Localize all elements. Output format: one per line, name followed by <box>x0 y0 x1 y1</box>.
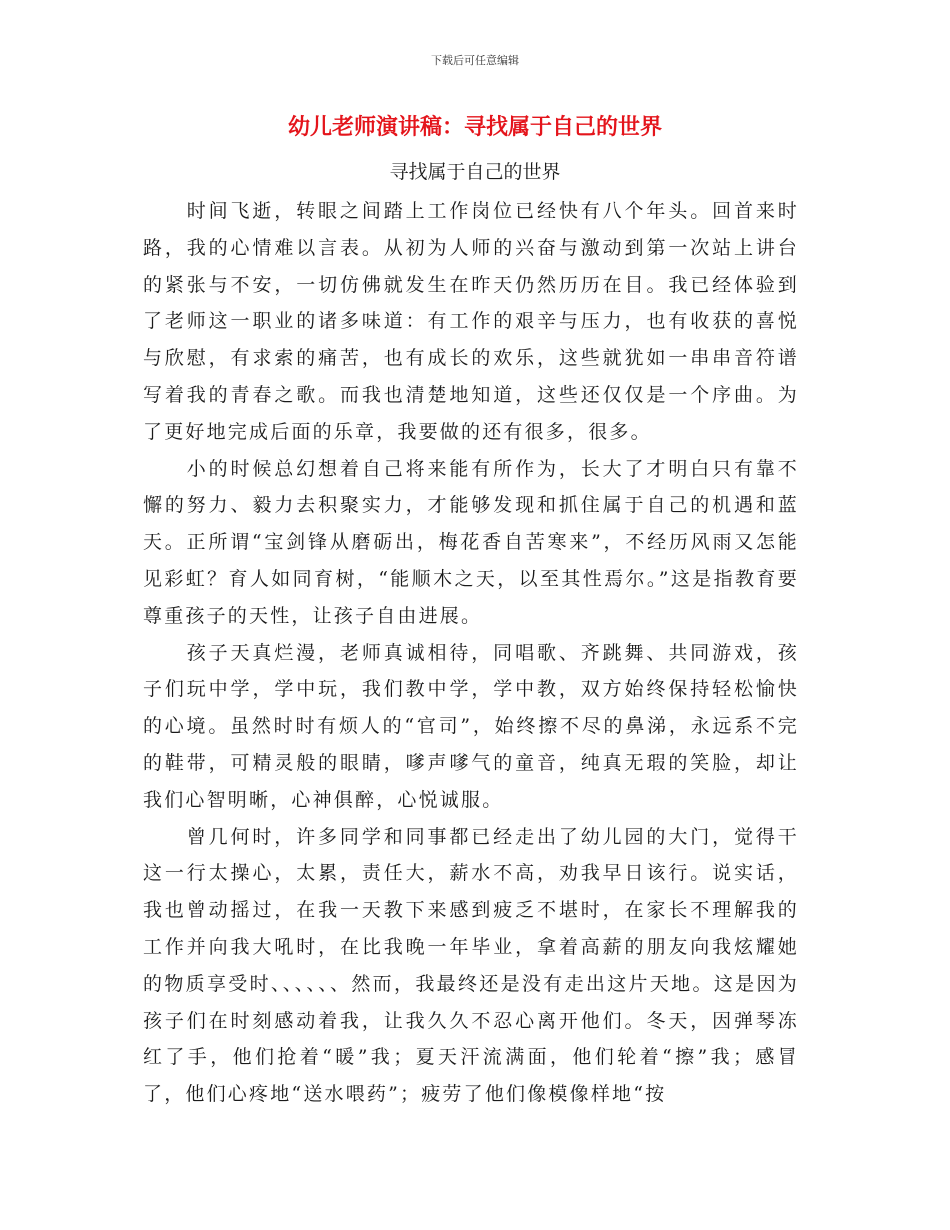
document-body <box>143 193 799 1113</box>
page-header-note: 下载后可任意编辑 <box>431 54 519 67</box>
document-subtitle: 寻找属于自己的世界 <box>389 161 561 183</box>
paragraph-3: 孩子天真烂漫，老师真诚相待，同唱歌、齐跳舞、共同游戏，孩子们玩中学，学中玩，我们教中学，学中教，双方始终保持轻松愉快的心境。虽然时时有烦人的“官司”，始终擦不尽的鼻涕，永远系不完的鞋带，可精灵般的眼睛，嗲声嗲气的童音，纯真无瑕的笑脸，却让我们心智明晰，心神俱醉，心悦诚服。 <box>143 641 799 811</box>
paragraph-2: 小的时候总幻想着自己将来能有所作为，长大了才明白只有靠不懈的努力、毅力去积聚实力，才能够发现和抓住属于自己的机遇和蓝天。正所谓“宝剑锋从磨砺出，梅花香自苦寒来”，不经历风雨又怎能见彩虹？育人如同育树，“能顺木之天，以至其性焉尔。”这是指教育要尊重孩子的天性，让孩子自由进展。 <box>143 457 799 627</box>
document-title: 幼儿老师演讲稿：寻找属于自己的世界 <box>287 114 662 140</box>
paragraph-4: 曾几何时，许多同学和同事都已经走出了幼儿园的大门，觉得干这一行太操心，太累，责任大，薪水不高，劝我早日该行。说实话，我也曾动摇过，在我一天教下来感到疲乏不堪时，在家长不理解我的工作并向我大吼时，在比我晚一年毕业，拿着高薪的朋友向我炫耀她的物质享受时、、、、、、然而，我最终还是没有走出这片天地。这是因为孩子们在时刻感动着我，让我久久不忍心离开他们。冬天，因弹琴冻红了手，他们抢着“暖”我；夏天汗流满面，他们轮着“擦”我；感冒了，他们心疼地“送水喂药”；疲劳了他们像模像样地“按 <box>143 825 799 1106</box>
paragraph-1: 时间飞逝，转眼之间踏上工作岗位已经快有八个年头。回首来时路，我的心情难以言表。从初为人师的兴奋与激动到第一次站上讲台的紧张与不安，一切仿佛就发生在昨天仍然历历在目。我已经体验到了老师这一职业的诸多味道：有工作的艰辛与压力，也有收获的喜悦与欣慰，有求索的痛苦，也有成长的欢乐，这些就犹如一串串音符谱写着我的青春之歌。而我也清楚地知道，这些还仅仅是一个序曲。为了更好地完成后面的乐章，我要做的还有很多，很多。 <box>143 200 799 443</box>
